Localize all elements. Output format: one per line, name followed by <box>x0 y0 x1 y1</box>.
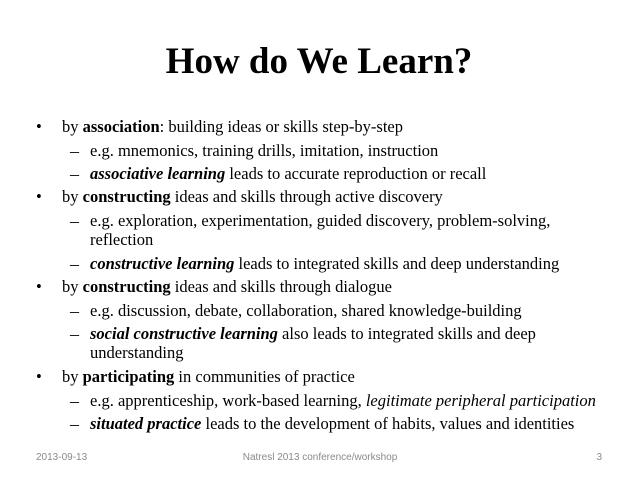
text-run: ideas and skills through active discovery <box>170 187 443 206</box>
bullet-text <box>62 187 443 207</box>
dash-icon: – <box>70 301 79 321</box>
bullet-icon: • <box>36 187 42 206</box>
bullet-icon: • <box>36 117 42 136</box>
sub-bullet-text <box>90 324 536 344</box>
sub-bullet-text <box>90 391 596 411</box>
sub-bullet-text <box>90 211 550 231</box>
slide-title: How do We Learn? <box>165 41 473 82</box>
text-run: leads to the development of habits, values and identities <box>201 414 575 433</box>
text-run: also leads to integrated skills and deep <box>277 324 536 343</box>
text-run-bold-italic: associative learning <box>90 164 226 183</box>
sub-bullet-text <box>90 230 153 250</box>
text-run-bold: participating <box>82 367 175 386</box>
sub-bullet-text <box>90 343 183 363</box>
dash-icon: – <box>70 254 79 274</box>
dash-icon: – <box>70 391 79 411</box>
text-run: leads to integrated skills and deep understanding <box>234 254 560 273</box>
footer-date: 2013-09-13 <box>36 452 88 463</box>
text-run: ideas and skills through dialogue <box>170 277 392 296</box>
text-run-italic: legitimate peripheral participation <box>365 391 596 410</box>
text-run: in communities of practice <box>174 367 355 386</box>
dash-icon: – <box>70 211 79 231</box>
text-run: leads to accurate reproduction or recall <box>225 164 487 183</box>
text-run-bold-italic: constructive learning <box>90 254 235 273</box>
text-run: e.g. exploration, experimentation, guided discovery, problem-solving, <box>90 211 551 230</box>
text-run-bold-italic: situated practice <box>90 414 202 433</box>
dash-icon: – <box>70 414 79 434</box>
text-run: by <box>62 277 83 296</box>
text-run-bold: constructing <box>82 187 171 206</box>
footer-event: Natresl 2013 conference/workshop <box>242 452 398 463</box>
dash-icon: – <box>70 324 79 344</box>
text-run: understanding <box>90 343 184 362</box>
sub-bullet-text <box>90 254 559 274</box>
text-run: e.g. apprenticeship, work-based learning, <box>90 391 366 410</box>
text-run-bold-italic: social constructive learning <box>90 324 278 343</box>
sub-bullet-text <box>90 414 574 434</box>
dash-icon: – <box>70 141 79 161</box>
bullet-text <box>62 117 403 137</box>
text-run: by <box>62 367 83 386</box>
bullet-icon: • <box>36 277 42 296</box>
sub-bullet-text <box>90 141 438 161</box>
text-run-bold: constructing <box>82 277 171 296</box>
text-run: e.g. mnemonics, training drills, imitation, instruction <box>90 141 439 160</box>
sub-bullet-text <box>90 301 522 321</box>
dash-icon: – <box>70 164 79 184</box>
text-run: reflection <box>90 230 154 249</box>
text-run: by <box>62 187 83 206</box>
bullet-text <box>62 367 355 387</box>
text-run: e.g. discussion, debate, collaboration, shared knowledge-building <box>90 301 522 320</box>
bullet-icon: • <box>36 367 42 386</box>
text-run-bold: association <box>82 117 160 136</box>
sub-bullet-text <box>90 164 486 184</box>
text-run: by <box>62 117 83 136</box>
bullet-text <box>62 277 392 297</box>
footer-page-number: 3 <box>596 452 602 463</box>
text-run: : building ideas or skills step-by-step <box>159 117 403 136</box>
